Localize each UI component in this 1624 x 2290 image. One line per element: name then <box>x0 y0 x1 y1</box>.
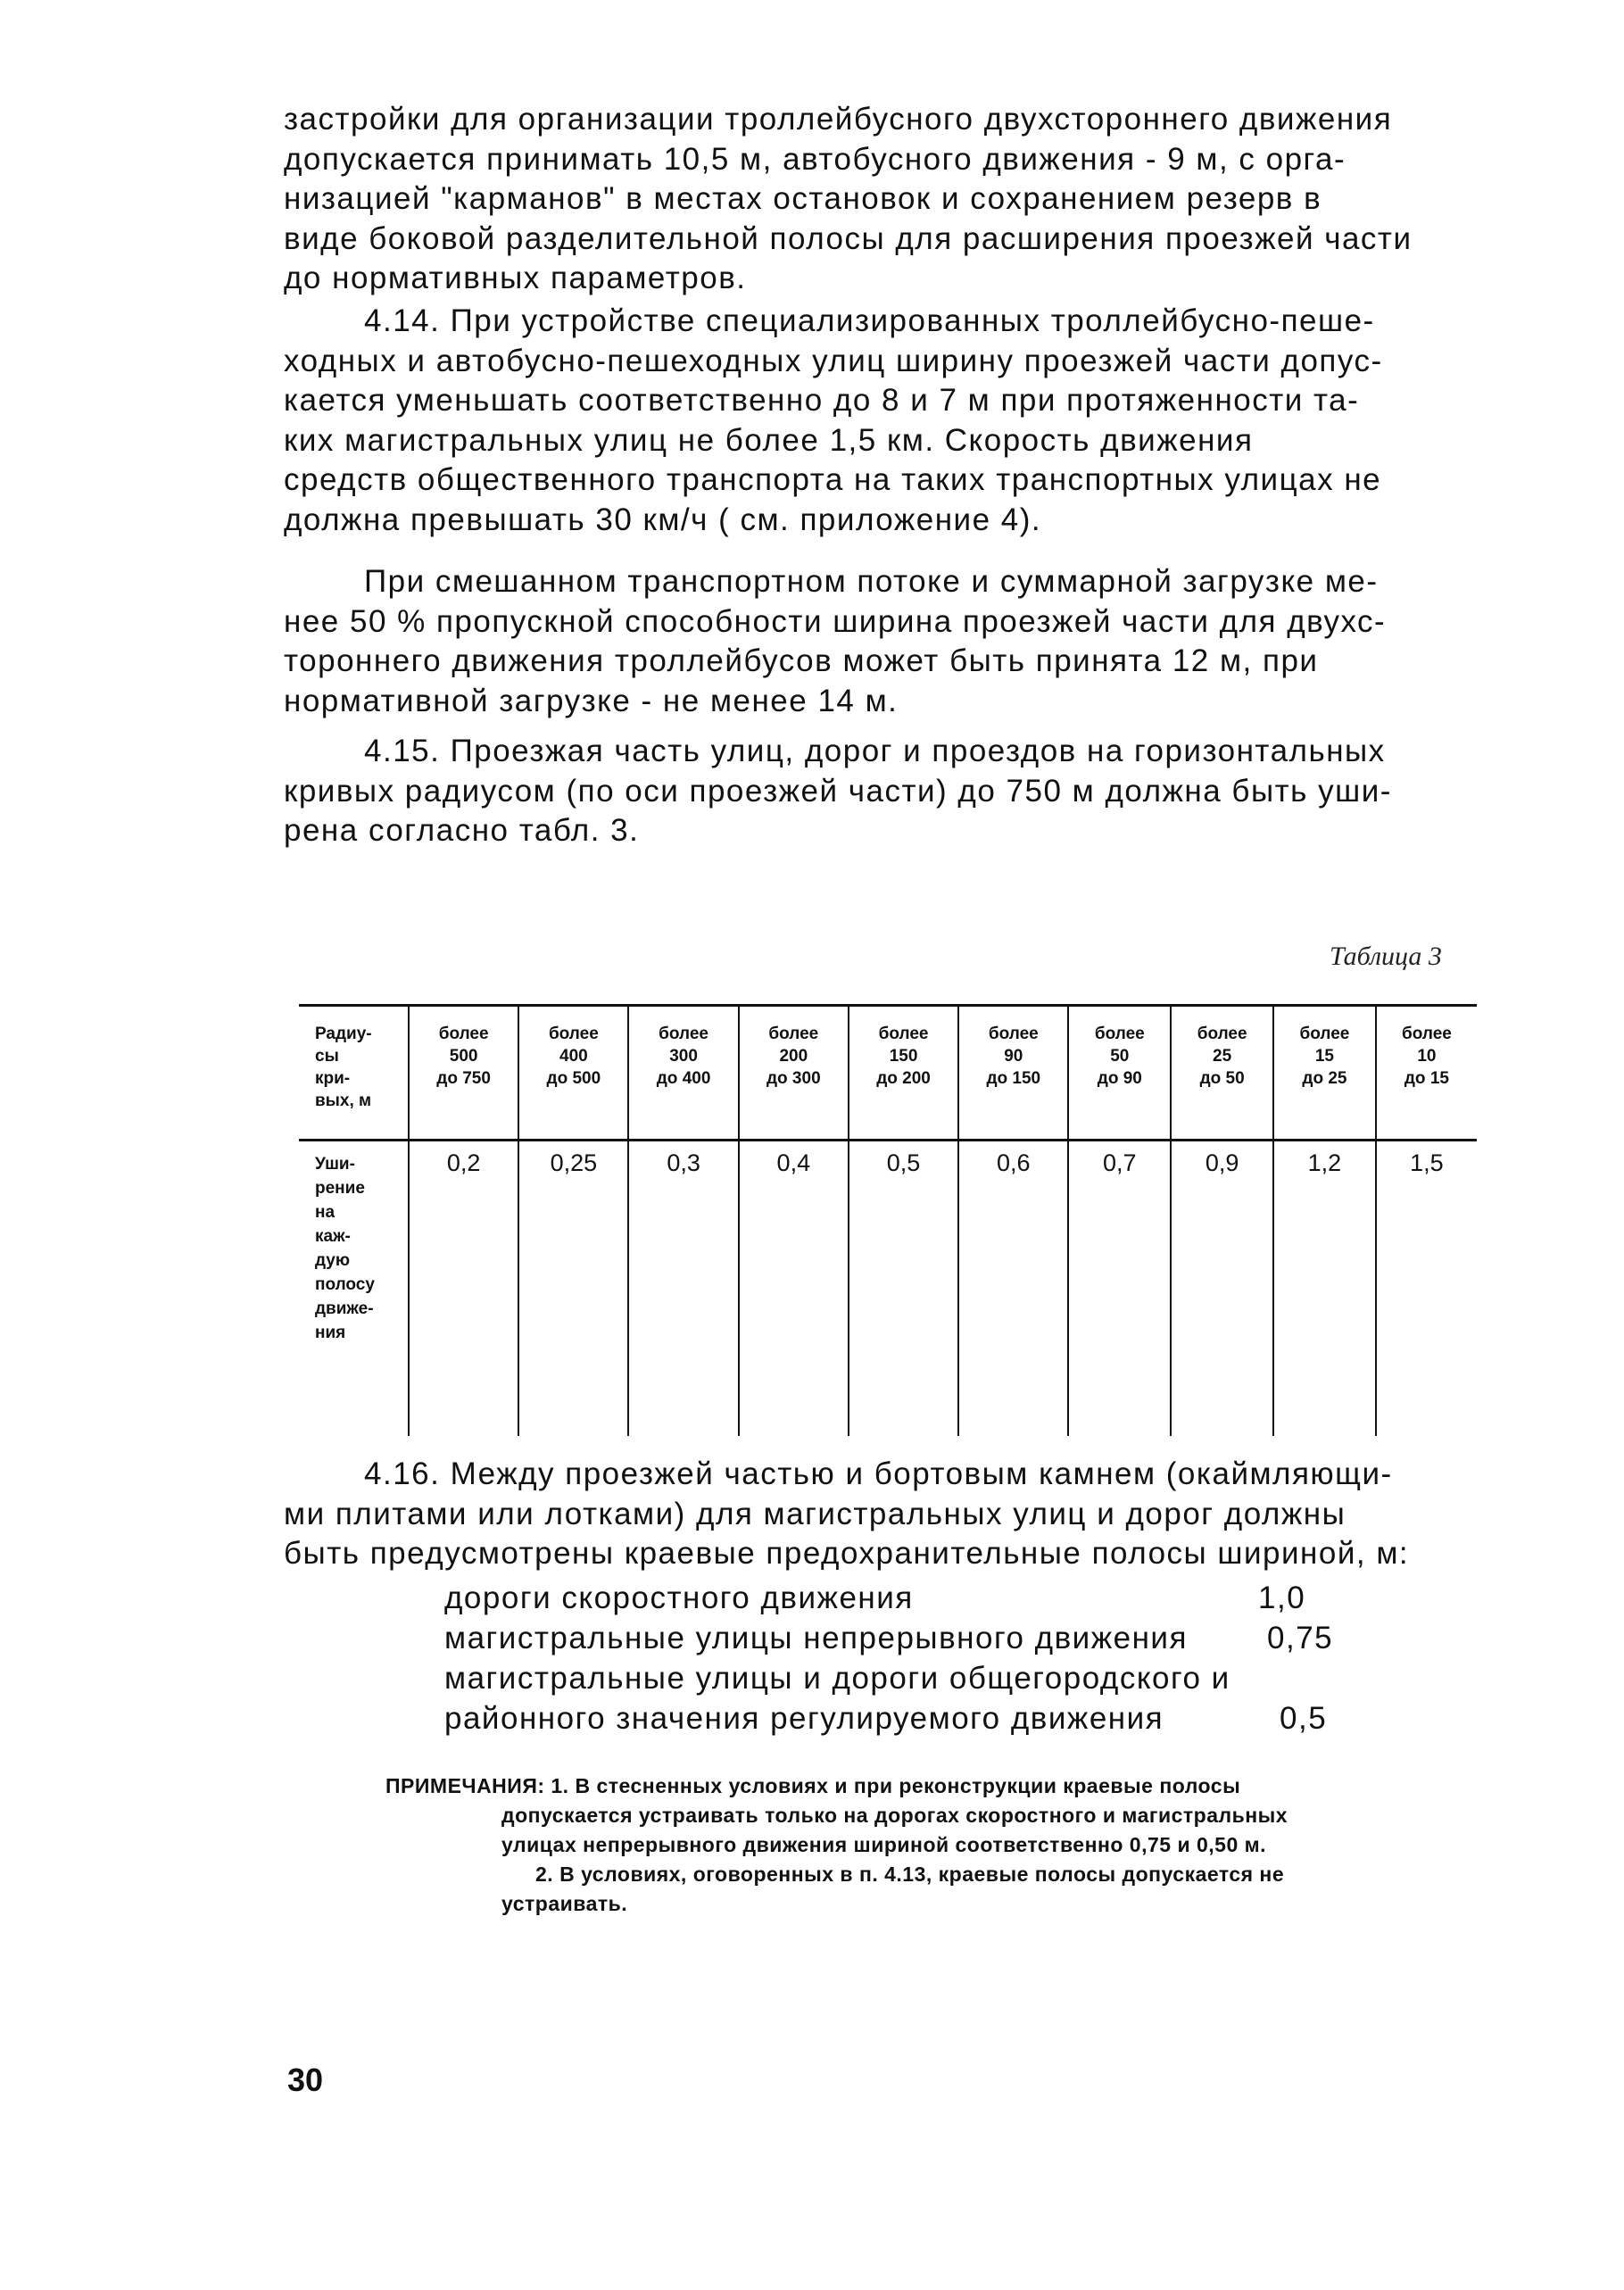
column-header: более 400 до 500 <box>518 1006 628 1141</box>
column-header: более 90 до 150 <box>958 1006 1068 1141</box>
text-line: ких магистральных улиц не более 1,5 км. Скорость движения <box>284 422 1254 458</box>
list-item-label: магистральные улицы непрерывного движения <box>444 1621 1188 1655</box>
list-item <box>444 1698 1381 1738</box>
text-line: виде боковой разделительной полосы для расширения проезжей части <box>284 220 1413 256</box>
row-header-radius: Радиу- сы кри- вых, м <box>299 1006 409 1141</box>
text-line: ми плитами или лотками) для магистральных улиц и дорог должны <box>284 1496 1346 1531</box>
strip-width-list <box>444 1578 1381 1738</box>
text-line: ходных и автобусно-пешеходных улиц ширину проезжей части допус- <box>284 343 1383 378</box>
note-line: допускается устраивать только на дорогах скоростного и магистральных <box>501 1804 1288 1827</box>
text-line: 4.14. При устройстве специализированных троллейбусно-пеше- <box>364 303 1375 338</box>
paragraph-intro <box>284 100 1475 299</box>
table-header-row <box>299 1006 1477 1141</box>
text-line: нее 50 % пропускной способности ширина проезжей части для двухс- <box>284 603 1387 639</box>
text-line: 4.15. Проезжая часть улиц, дорог и проездов на горизонтальных <box>364 734 1386 768</box>
paragraph-4-14 <box>284 302 1475 540</box>
text-line: должна превышать 30 км/ч ( см. приложение 4). <box>284 502 1042 537</box>
column-header: более 10 до 15 <box>1376 1006 1477 1141</box>
text-line: тороннего движения троллейбусов может быть принята 12 м, при <box>284 643 1319 678</box>
list-item-value: 1,0 <box>1258 1581 1306 1615</box>
table-cell: 0,9 <box>1171 1141 1273 1437</box>
list-item-value: 0,75 <box>1267 1621 1334 1655</box>
text-line: допускается принимать 10,5 м, автобусного движения - 9 м, с орга- <box>284 141 1346 177</box>
table-caption: Таблица 3 <box>1330 942 1442 971</box>
table-cell: 0,4 <box>739 1141 849 1437</box>
text-line: кривых радиусом (по оси проезжей части) до 750 м должна быть уши- <box>284 773 1392 809</box>
list-item <box>444 1578 1381 1618</box>
table-cell: 0,5 <box>849 1141 958 1437</box>
note-line: улицах непрерывного движения шириной соответственно 0,75 и 0,50 м. <box>501 1833 1267 1856</box>
note-line: ПРИМЕЧАНИЯ: 1. В стесненных условиях и при реконструкции краевые полосы <box>385 1774 1241 1797</box>
column-header: более 200 до 300 <box>739 1006 849 1141</box>
page-number: 30 <box>287 2062 324 2098</box>
text-line: кается уменьшать соответственно до 8 и 7 м при протяженности та- <box>284 383 1360 418</box>
column-header: более 25 до 50 <box>1171 1006 1273 1141</box>
column-header: более 300 до 400 <box>628 1006 738 1141</box>
text-line: средств общественного транспорта на таких транспортных улицах не <box>284 462 1382 497</box>
notes <box>385 1771 1479 1919</box>
table-cell: 0,25 <box>518 1141 628 1437</box>
table-cell: 0,2 <box>409 1141 518 1437</box>
column-header: более 50 до 90 <box>1068 1006 1171 1141</box>
table-3 <box>299 1004 1477 1436</box>
paragraph-4-16 <box>284 1455 1475 1574</box>
paragraph-4-15 <box>284 732 1475 851</box>
list-item-label: магистральные улицы и дороги общегородского и <box>444 1661 1230 1696</box>
table-cell: 0,6 <box>958 1141 1068 1437</box>
note-line: устраивать. <box>501 1892 628 1915</box>
text-line: 4.16. Между проезжей частью и бортовым камнем (окаймляющи- <box>364 1456 1393 1491</box>
text-line: нормативной загрузке - не менее 14 м. <box>284 683 899 718</box>
text-line: быть предусмотрены краевые предохранительные полосы шириной, м: <box>284 1536 1410 1571</box>
note-line: 2. В условиях, оговоренных в п. 4.13, краевые полосы допускается не <box>535 1863 1285 1886</box>
paragraph-mixed-traffic <box>284 562 1475 721</box>
text-line: низацией "карманов" в местах остановок и сохранением резерв в <box>284 181 1322 216</box>
table-cell: 1,2 <box>1273 1141 1376 1437</box>
list-item-label: дороги скоростного движения <box>444 1581 914 1615</box>
table-cell: 0,3 <box>628 1141 738 1437</box>
list-item <box>444 1658 1381 1698</box>
column-header: более 150 до 200 <box>849 1006 958 1141</box>
row-header-widening: Уши- рение на каж- дую полосу движе- ния <box>315 1155 375 1342</box>
column-header: более 15 до 25 <box>1273 1006 1376 1141</box>
text-line: застройки для организации троллейбусного двухстороннего движения <box>284 102 1393 137</box>
table-row <box>299 1141 1477 1437</box>
list-item <box>444 1618 1381 1658</box>
list-item-label: районного значения регулируемого движения <box>444 1701 1164 1736</box>
table-cell: 0,7 <box>1068 1141 1171 1437</box>
text-line: рена согласно табл. 3. <box>284 813 640 848</box>
table-cell: 1,5 <box>1376 1141 1477 1437</box>
text-line: При смешанном транспортном потоке и суммарной загрузке ме- <box>364 564 1379 599</box>
column-header: более 500 до 750 <box>409 1006 518 1141</box>
text-line: до нормативных параметров. <box>284 261 747 295</box>
list-item-value: 0,5 <box>1280 1701 1328 1736</box>
